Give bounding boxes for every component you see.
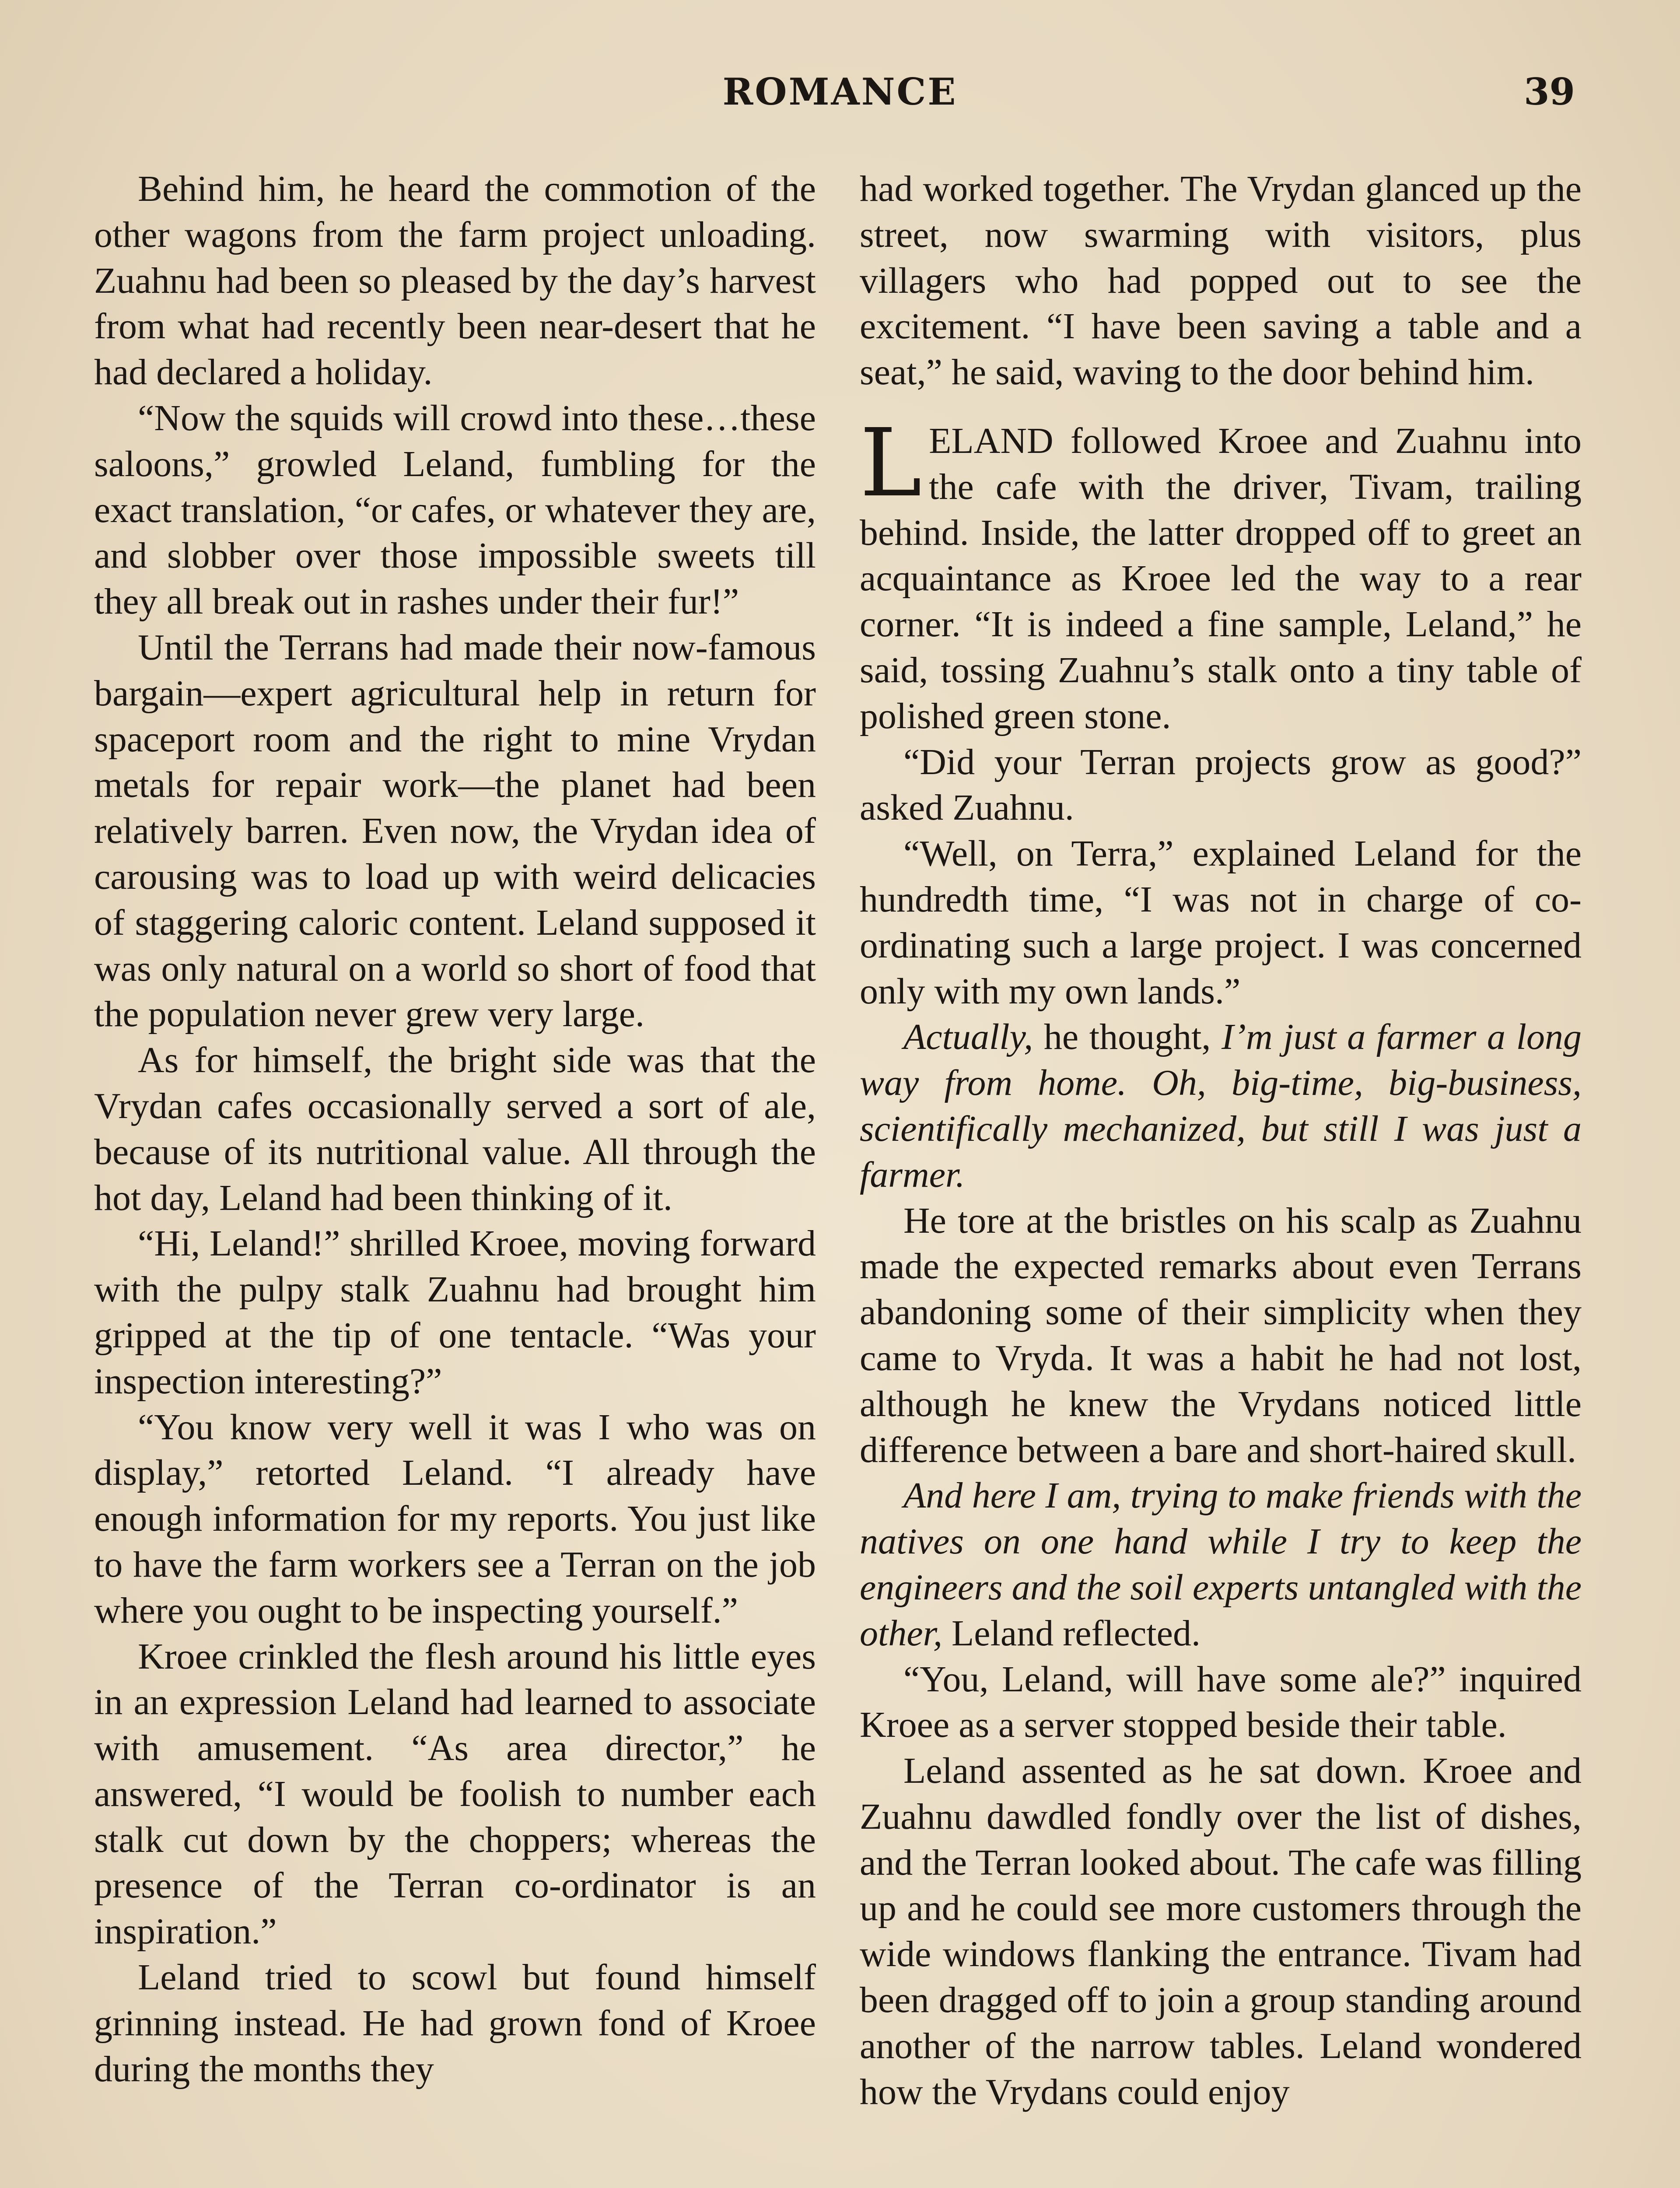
italic-text: I’m just a farmer a long way from home. Oh, big-time, big-business, scientifically mechanized, but still I was just a farmer.	[860, 1017, 1582, 1195]
paragraph: He tore at the bristles on his scalp as Zuahnu made the expected remarks about even Terrans abandoning some of their simplicity when they came to Vryda. It was a habit he had not lost, although he knew the Vrydans noticed little difference between a bare and short-haired skull.	[860, 1200, 1582, 1470]
paragraph-text: ELAND followed Kroee and Zuahnu into the cafe with the driver, Tivam, trailing behind. Inside, the latter dropped off to greet an acquaintance as Kroee led the way to a rear corner. “It is indeed a fine sample, Leland,” he said, tossing Zuahnu’s stalk onto a tiny table of polished green stone.	[860, 420, 1582, 736]
paragraph: “You, Leland, will have some ale?” inquired Kroee as a server stopped beside their table.	[860, 1659, 1582, 1746]
plain-text: he thought,	[1033, 1017, 1222, 1058]
paragraph: “Now the squids will crowd into these…these saloons,” growled Leland, fumbling for the exact translation, “or cafes, or whatever they are, and slobber over those impossible sweets till they all break out in rashes under their fur!”	[94, 397, 816, 622]
paragraph: As for himself, the bright side was that the Vrydan cafes occasionally served a sort of ale, because of its nutritional value. All through the hot day, Leland had been thinking of it.	[94, 1040, 816, 1218]
paragraph: Leland assented as he sat down. Kroee and Zuahnu dawdled fondly over the list of dishes, and the Terran looked about. The cafe was filling up and he could see more customers through the wide windows flanking the entrance. Tivam had been dragged off to join a group standing around another of the narrow tables. Leland wondered how the Vrydans could enjoy	[860, 1750, 1582, 2112]
italic-text: And here I am, trying to make friends with the natives on one hand while I try to keep the engineers and the soil experts untangled with the other,	[860, 1475, 1582, 1654]
right-column	[860, 166, 1582, 2115]
paragraph: Leland tried to scowl but found himself grinning instead. He had grown fond of Kroee during the months they	[94, 1957, 816, 2090]
paragraph	[860, 1473, 1582, 1656]
paragraph: “You know very well it was I who was on display,” retorted Leland. “I already have enough information for my reports. You just like to have the farm workers see a Terran on the job where you ought to be inspecting yourself.”	[94, 1406, 816, 1631]
page-number: 39	[1524, 70, 1575, 113]
plain-text: Leland reflected.	[942, 1613, 1200, 1654]
paragraph: “Well, on Terra,” explained Leland for the hundredth time, “I was not in charge of co-ordinating such a large project. I was concerned only with my own lands.”	[860, 833, 1582, 1012]
paragraph	[860, 1014, 1582, 1198]
paragraph: had worked together. The Vrydan glanced up the street, now swarming with visitors, plus villagers who had popped out to see the excitement. “I have been saving a table and a seat,” he said, waving to the door behind him.	[860, 168, 1582, 393]
italic-text: Actually,	[903, 1017, 1033, 1058]
paragraph: Until the Terrans had made their now-famous bargain—expert agricultural help in return for spaceport room and the right to mine Vrydan metals for repair work—the planet had been relatively barren. Even now, the Vrydan idea of carousing was to load up with weird delicacies of staggering caloric content. Leland supposed it was only natural on a world so short of food that the population never grew very large.	[94, 627, 816, 1035]
paragraph: Kroee crinkled the flesh around his little eyes in an expression Leland had learned to associate with amusement. “As area director,” he answered, “I would be foolish to number each stalk cut down by the choppers; whereas the presence of the Terran co-ordinator is an inspiration.”	[94, 1636, 816, 1952]
paragraph: “Hi, Leland!” shrilled Kroee, moving forward with the pulpy stalk Zuahnu had brought him gripped at the tip of one tentacle. “Was your inspection interesting?”	[94, 1223, 816, 1402]
section-opening-paragraph	[860, 408, 1582, 740]
running-head: ROMANCE	[722, 70, 958, 113]
paragraph: “Did your Terran projects grow as good?” asked Zuahnu.	[860, 741, 1582, 828]
paragraph: Behind him, he heard the commotion of the other wagons from the farm project unloading. Zuahnu had been so pleased by the day’s harvest from what had recently been near-desert that he had declared a holiday.	[94, 168, 816, 393]
drop-cap: L	[860, 408, 922, 518]
left-column	[94, 166, 816, 2092]
